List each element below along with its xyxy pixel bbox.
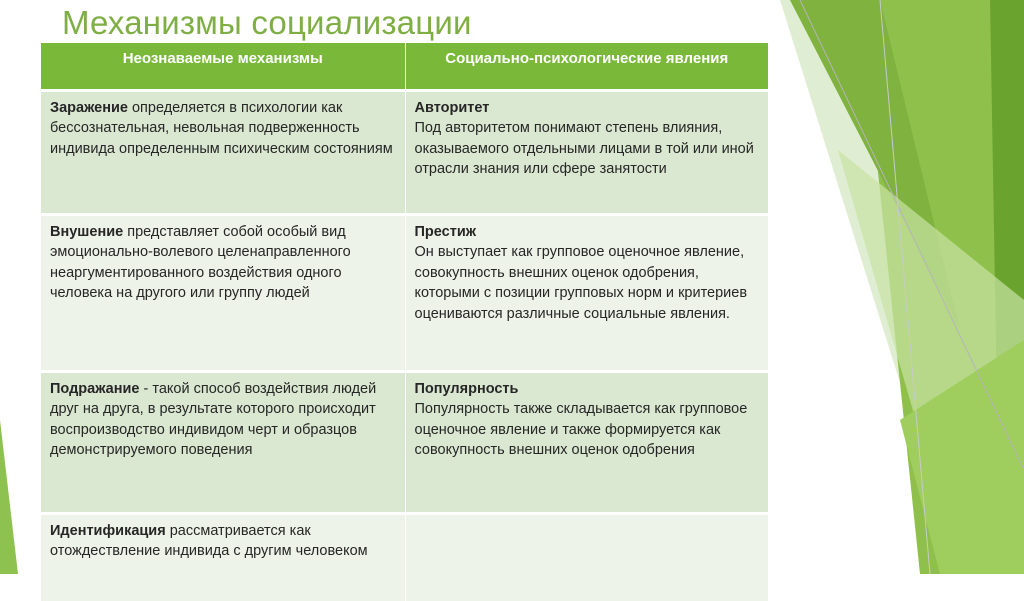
cell-popularity [405, 371, 768, 513]
term-imitation: Подражание [50, 380, 140, 397]
table-row [41, 513, 768, 601]
cell-empty [405, 513, 768, 601]
term-popularity: Популярность [414, 380, 519, 397]
cell-identification [41, 513, 405, 601]
term-infection: Заражение [50, 99, 128, 116]
cell-authority [405, 90, 768, 214]
table-row [41, 90, 768, 214]
term-authority: Авторитет [414, 99, 490, 116]
term-identification: Идентификация [50, 522, 166, 539]
cell-imitation [41, 371, 405, 513]
cell-prestige [405, 214, 768, 371]
mechanisms-table [41, 43, 768, 601]
text-identification: рассматривается как отождествление индивида с другим человеком [50, 522, 368, 559]
text-infection: определяется в психологии как бессознательная, невольная подверженность индивида определенным психическим состояниям [50, 99, 393, 157]
text-authority: Под авторитетом понимают степень влияния, оказываемого отдельными лицами в той или иной отрасли знания или сфере занятости [414, 120, 754, 177]
slide-title: Механизмы социализации [62, 4, 472, 41]
cell-suggestion [41, 214, 405, 371]
text-imitation: - такой способ воздействия людей друг на друга, в результате которого происходит воспроизводство индивидом черт и образцов демонстрируемого поведения [50, 380, 377, 458]
text-prestige: Он выступает как групповое оценочное явление, совокупность внешних оценок одобрения, которыми с позиции групповых норм и критериев оцениваются различные социальные явления. [414, 244, 748, 322]
header-social-phenomena: Социально-психологические явления [405, 43, 768, 90]
cell-infection [41, 90, 405, 214]
table-row [41, 371, 768, 513]
text-popularity: Популярность также складывается как групповое оценочное явление и также формируется как совокупность внешних оценок одобрения [414, 401, 748, 458]
term-suggestion: Внушение [50, 223, 124, 240]
text-suggestion: представляет собой особый вид эмоционально-волевого целенаправленного неаргументированного воздействия одного человека на другого или группу людей [50, 223, 351, 301]
header-unconscious-mechanisms: Неознаваемые механизмы [41, 43, 405, 90]
term-prestige: Престиж [414, 223, 477, 240]
table-header-row [41, 43, 768, 90]
table-row [41, 214, 768, 371]
